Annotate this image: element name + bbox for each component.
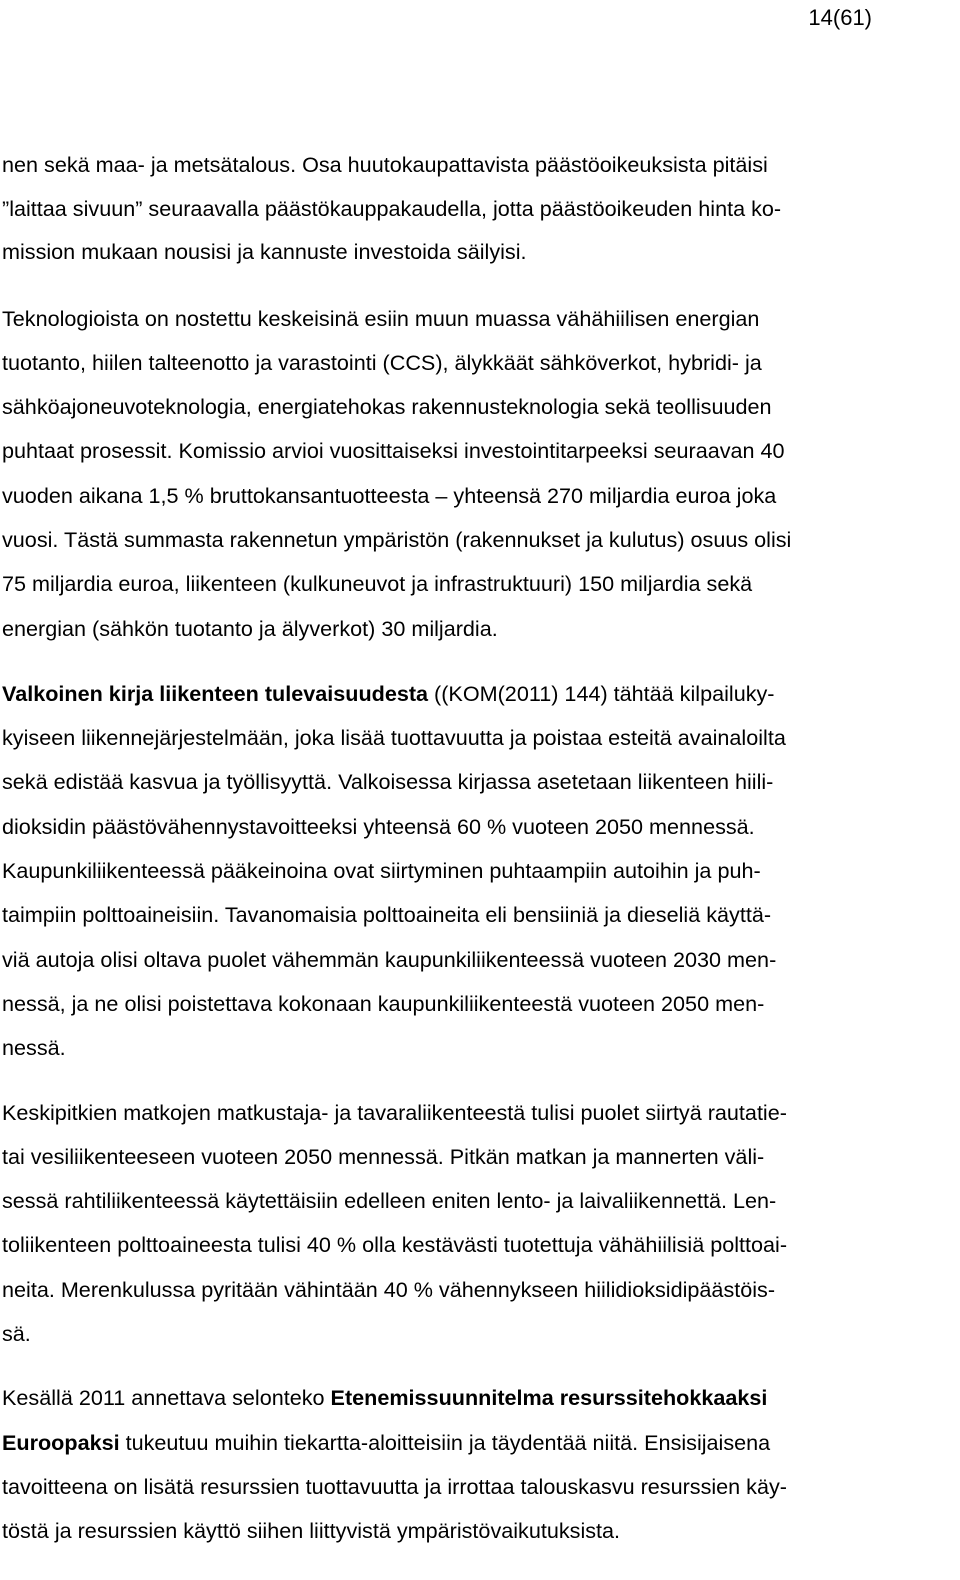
- text-line: energian (sähkön tuotanto ja älyverkot) 30 miljardia.: [2, 615, 498, 641]
- paragraph-emissions-auction: [2, 143, 954, 274]
- text-line: ”laittaa sivuun” seuraavalla päästökauppakaudella, jotta päästöoikeuden hinta ko-: [2, 195, 782, 221]
- text-line: neita. Merenkulussa pyritään vähintään 40 % vähennykseen hiilidioksidipäästöis-: [2, 1276, 776, 1302]
- paragraph-white-paper-transport: [2, 672, 954, 1071]
- text-line: taimpiin polttoaineisiin. Tavanomaisia polttoaineita eli bensiiniä ja dieseliä käyttä-: [2, 902, 772, 928]
- text-line: tai vesiliikenteeseen vuoteen 2050 mennessä. Pitkän matkan ja mannerten väli-: [2, 1143, 765, 1169]
- document-title-bold: Valkoinen kirja liikenteen tulevaisuudesta: [2, 680, 429, 706]
- text-line: Keskipitkien matkojen matkustaja- ja tavaraliikenteestä tulisi puolet siirtyä rautatie-: [2, 1099, 787, 1125]
- text-line: nessä.: [2, 1035, 66, 1061]
- text-line: kyiseen liikennejärjestelmään, joka lisää tuottavuutta ja poistaa esteitä avainaloilta: [2, 725, 786, 751]
- text-fragment: Kesällä 2011 annettava selonteko: [2, 1385, 331, 1411]
- text-line: sä.: [2, 1321, 31, 1347]
- paragraph-resource-efficiency: [2, 1376, 954, 1553]
- text-line: viä autoja olisi oltava puolet vähemmän kaupunkiliikenteessä vuoteen 2030 men-: [2, 946, 777, 972]
- text-line: tavoitteena on lisätä resurssien tuottavuutta ja irrottaa talouskasvu resurssien käy-: [2, 1473, 787, 1499]
- text-line: nessä, ja ne olisi poistettava kokonaan kaupunkiliikenteestä vuoteen 2050 men-: [2, 990, 765, 1016]
- text-line: toliikenteen polttoaineesta tulisi 40 % olla kestävästi tuotettuja vähähiilisiä polttoai-: [2, 1232, 788, 1258]
- document-title-bold: Euroopaksi: [2, 1429, 120, 1455]
- text-line: [2, 1421, 954, 1465]
- text-line: töstä ja resurssien käyttö siihen liittyvistä ympäristövaikutuksista.: [2, 1518, 621, 1544]
- text-line: 75 miljardia euroa, liikenteen (kulkuneuvot ja infrastruktuuri) 150 miljardia sekä: [2, 571, 753, 597]
- text-line: vuosi. Tästä summasta rakennetun ympäristön (rakennukset ja kulutus) osuus olisi: [2, 526, 792, 552]
- text-line: Teknologioista on nostettu keskeisinä esiin muun muassa vähähiilisen energian: [2, 305, 760, 331]
- text-line: tuotanto, hiilen talteenotto ja varastointi (CCS), älykkäät sähköverkot, hybridi- ja: [2, 349, 762, 375]
- document-body: [2, 143, 954, 1554]
- text-line: dioksidin päästövähennystavoitteeksi yhteensä 60 % vuoteen 2050 mennessä.: [2, 813, 755, 839]
- paragraph-technologies: [2, 297, 954, 651]
- text-line: puhtaat prosessit. Komissio arvioi vuosittaiseksi investointitarpeeksi seuraavan 40: [2, 438, 785, 464]
- text-line: mission mukaan nousisi ja kannuste investoida säilyisi.: [2, 239, 527, 264]
- text-line: vuoden aikana 1,5 % bruttokansantuotteesta – yhteensä 270 miljardia euroa joka: [2, 482, 777, 508]
- text-line: Kaupunkiliikenteessä pääkeinoina ovat siirtyminen puhtaampiin autoihin ja puh-: [2, 858, 761, 884]
- text-line: nen sekä maa- ja metsätalous. Osa huutokaupattavista päästöoikeuksista pitäisi: [2, 152, 768, 177]
- paragraph-freight-transport: [2, 1091, 954, 1357]
- text-fragment: ((KOM(2011) 144) tähtää kilpailuky-: [428, 680, 775, 706]
- document-title-bold: Etenemissuunnitelma resurssitehokkaaksi: [330, 1385, 768, 1411]
- page-number: 14(61): [808, 5, 872, 30]
- text-line: sessä rahtiliikenteessä käytettäisiin edelleen eniten lento- ja laivaliikennettä. Len-: [2, 1188, 777, 1214]
- text-line: [2, 672, 954, 716]
- text-line: sekä edistää kasvua ja työllisyyttä. Valkoisessa kirjassa asetetaan liikenteen hiili-: [2, 769, 774, 795]
- text-line: [2, 1376, 954, 1420]
- text-line: sähköajoneuvoteknologia, energiatehokas rakennusteknologia sekä teollisuuden: [2, 394, 772, 420]
- text-fragment: tukeutuu muihin tiekartta-aloitteisiin ja täydentää niitä. Ensisijaisena: [119, 1429, 771, 1455]
